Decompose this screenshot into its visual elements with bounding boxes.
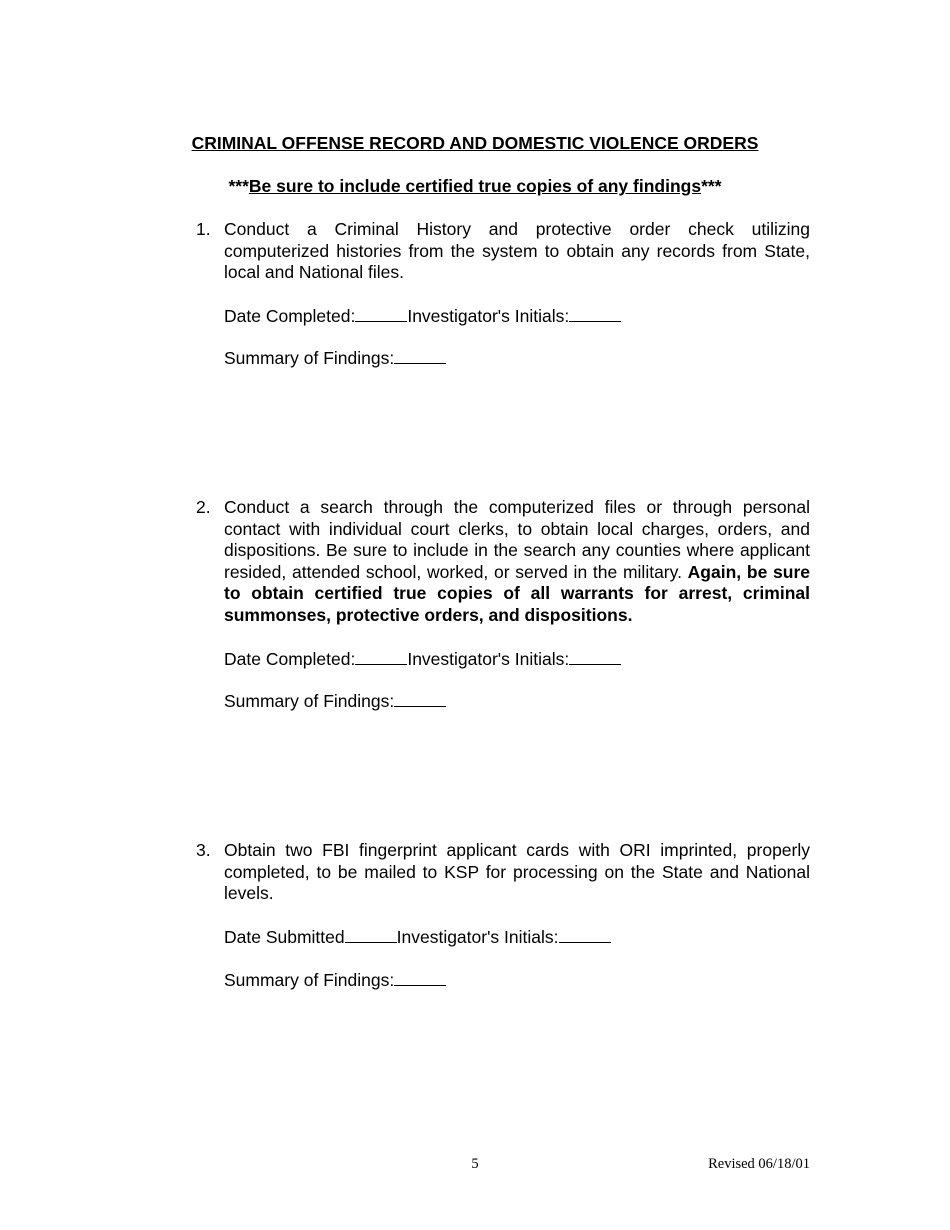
- subtitle-prefix: ***: [228, 176, 249, 196]
- document-subtitle: [0, 176, 950, 197]
- summary-blank[interactable]: [394, 969, 446, 986]
- list-item: [196, 497, 810, 627]
- date-label: Date Submitted: [224, 927, 345, 947]
- summary-blank[interactable]: [394, 347, 446, 364]
- document-title: CRIMINAL OFFENSE RECORD AND DOMESTIC VIOLENCE ORDERS: [191, 133, 759, 153]
- date-label: Date Completed:: [224, 306, 356, 326]
- date-initials-line: [224, 305, 621, 327]
- initials-blank[interactable]: [559, 926, 611, 943]
- item-number: 2.: [196, 497, 211, 517]
- summary-line: [224, 347, 446, 369]
- summary-blank[interactable]: [394, 690, 446, 707]
- date-initials-line: [224, 648, 621, 670]
- initials-label: Investigator's Initials:: [396, 927, 559, 947]
- item-text: Obtain two FBI fingerprint applicant cards with ORI imprinted, properly completed, to be mailed to KSP for processing on the State and National levels.: [224, 840, 810, 904]
- item-text: Conduct a Criminal History and protective order check utilizing computerized histories from the system to obtain any records from State, local and National files.: [224, 219, 810, 283]
- page-number: 5: [471, 1156, 479, 1172]
- item-number: 3.: [196, 840, 211, 860]
- date-blank[interactable]: [355, 648, 407, 665]
- summary-label: Summary of Findings:: [224, 348, 395, 368]
- summary-line: [224, 969, 446, 991]
- revision-date: Revised 06/18/01: [708, 1156, 810, 1172]
- initials-label: Investigator's Initials:: [407, 306, 570, 326]
- initials-label: Investigator's Initials:: [407, 649, 570, 669]
- subtitle-text: Be sure to include certified true copies of any findings: [248, 176, 702, 196]
- date-blank[interactable]: [345, 926, 397, 943]
- date-initials-line: [224, 926, 611, 948]
- subtitle-suffix: ***: [701, 176, 722, 196]
- item-number: 1.: [196, 219, 211, 239]
- summary-line: [224, 690, 446, 712]
- summary-label: Summary of Findings:: [224, 970, 395, 990]
- date-label: Date Completed:: [224, 649, 356, 669]
- item-text: Conduct a search through the computerized files or through personal contact with individual court clerks, to obtain local charges, orders, and dispositions. Be sure to include in the search any counties where applicant resided, attended school, worked, or served in the military. Again, be sure to obtain certified true copies of all warrants for arrest, criminal summonses, protective orders, and dispositions.: [224, 497, 810, 625]
- initials-blank[interactable]: [569, 648, 621, 665]
- date-blank[interactable]: [355, 305, 407, 322]
- initials-blank[interactable]: [569, 305, 621, 322]
- list-item: [196, 219, 810, 284]
- list-item: [196, 840, 810, 905]
- summary-label: Summary of Findings:: [224, 691, 395, 711]
